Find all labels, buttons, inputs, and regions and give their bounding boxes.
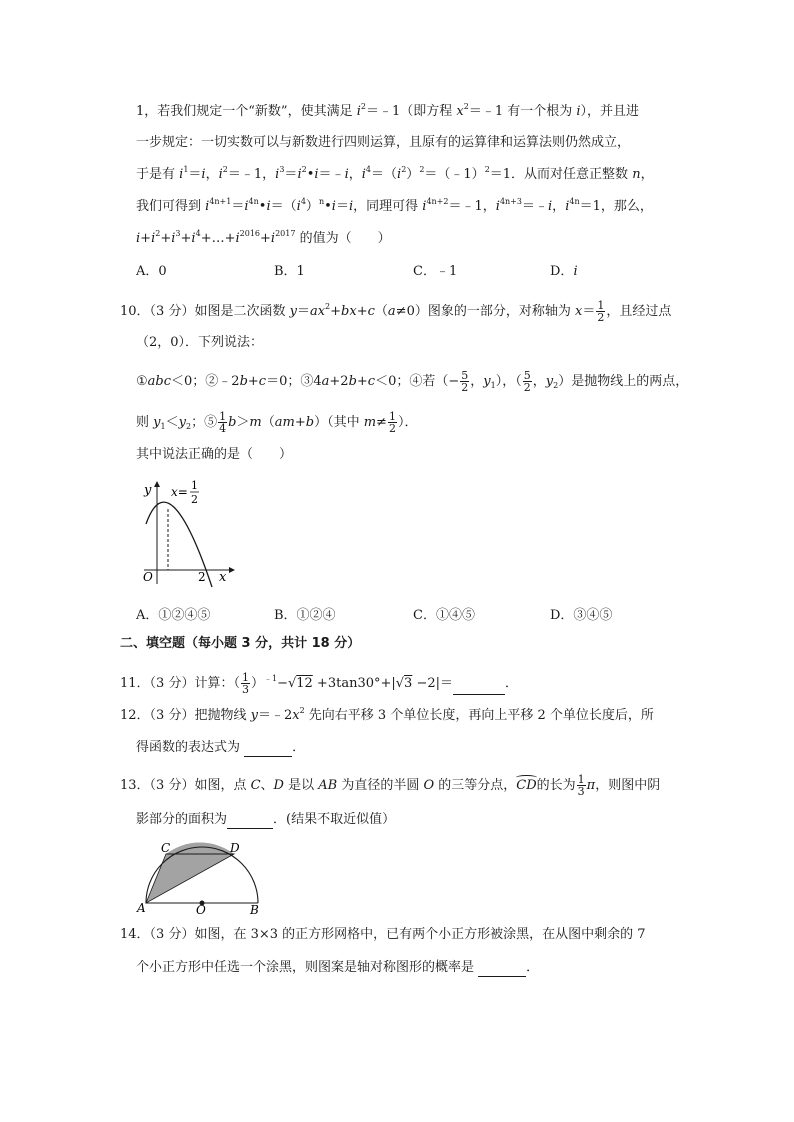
q10-line-4: 则 $y_1<y_2$；⑤ $\frac{1}{4}$ b＞m（am+b）（其中 m≠ $\frac{1}{2}$ ）．: [136, 410, 418, 435]
parabola-graph: [138, 476, 238, 588]
symmetry-half-num: 1: [191, 479, 198, 492]
q10-option-a: A．①②④⑤: [136, 608, 211, 623]
symmetry-label: x=: [171, 485, 188, 499]
section-2-heading: 二、填空题（每小题 3 分，共计 18 分）: [120, 636, 361, 651]
label-d: D: [230, 841, 240, 855]
q9-option-a: A．0: [136, 264, 167, 279]
q10-line-3: ①abc＜0；②﹣2b+c＝0；③4a+2b+c＜0；④若（− $\frac{5}{2}$ ，$y_1$），（ $\frac{5}{2}$ ，$y_2$）是抛物线上的两点，: [136, 369, 689, 394]
x-label: x: [219, 570, 227, 585]
q9-option-d: D．i: [550, 264, 578, 279]
q9-option-b: B．1: [274, 264, 305, 279]
q9-line-4: 我们可得到 $i^{4n+1}=i^{4n}•i=(i^4)^n•i=i$，同理可得 $i^{4n+2}=﹣1$，$i^{4n+3}=﹣i$，$i^{4n}=1$，那么，: [136, 197, 653, 214]
label-o: O: [196, 903, 206, 914]
label-a: A: [137, 901, 146, 914]
q9-line-3: 于是有 $i^1=i$，$i^2=﹣1$，$i^3=i^2•i=﹣i$，$i^4=(i^2)^2=(﹣1)^2=1$．从而对任意正整数 n，: [136, 165, 654, 182]
q14-line-2: 个小正方形中任选一个涂黑，则图案是轴对称图形的概率是 ．: [136, 960, 540, 975]
q10-option-d: D．③④⑤: [550, 608, 613, 623]
q10-line-1: 10．（3 分）如图是二次函数 $y=ax^2+bx+c(a\ne 0)$图象的一部分，对称轴为 x＝ $\frac{1}{2}$ ，且经过点: [120, 299, 672, 324]
q9-option-c: C．﹣1: [413, 264, 458, 279]
shaded-segment: [166, 842, 234, 854]
q13-line-1: 13．（3 分）如图，点 C、D 是以 AB 为直径的半圆 O 的三等分点，CD的长为 $\frac{1}{3}$ π，则图中阴: [120, 773, 661, 798]
q10-line-5: 其中说法正确的是（ ）: [136, 447, 293, 462]
q10-line-2: （2，0）．下列说法：: [136, 335, 264, 350]
q12-line-1: 12．（3 分）把抛物线 $y=﹣2x^2$ 先向右平移 3 个单位长度，再向上平移 2 个单位长度后，所: [120, 706, 654, 723]
label-c: C: [161, 841, 171, 855]
tick-2-label: 2: [198, 570, 206, 584]
q14-line-1: 14．（3 分）如图，在 3×3 的正方形网格中，已有两个小正方形被涂黑，在从图中剩余的 7: [120, 927, 646, 942]
q10-option-c: C．①④⑤: [413, 608, 475, 623]
q9-line-2: 一步规定：一切实数可以与新数进行四则运算，且原有的运算律和运算法则仍然成立，: [136, 135, 631, 150]
origin-label: O: [143, 570, 153, 584]
label-b: B: [250, 903, 259, 914]
q10-option-b: B．①②④: [274, 608, 336, 623]
question-11: 11．（3 分）计算：（ $\frac{1}{3}$ ）$^{﹣1}$−√12 +3tan30°+|√3 −2|＝ ．: [120, 671, 519, 696]
q9-line-5: $i+i^2+i^3+i^4+\dots+i^{2016}+i^{2017}$ 的值为（ ）: [136, 229, 391, 246]
q9-line-1: 1，若我们规定一个“新数”，使其满足 $i^2=﹣1$（即方程 $x^2=﹣1$ 有一个根为 i），并且进: [136, 102, 640, 119]
q13-line-2: 影部分的面积为 ．(结果不取近似值）: [136, 812, 396, 827]
semicircle-figure: [136, 838, 266, 914]
q12-line-2: 得函数的表达式为 ．: [136, 740, 306, 755]
symmetry-half-den: 2: [191, 493, 198, 506]
shaded-triangle: [146, 854, 234, 903]
y-label: y: [144, 483, 152, 498]
